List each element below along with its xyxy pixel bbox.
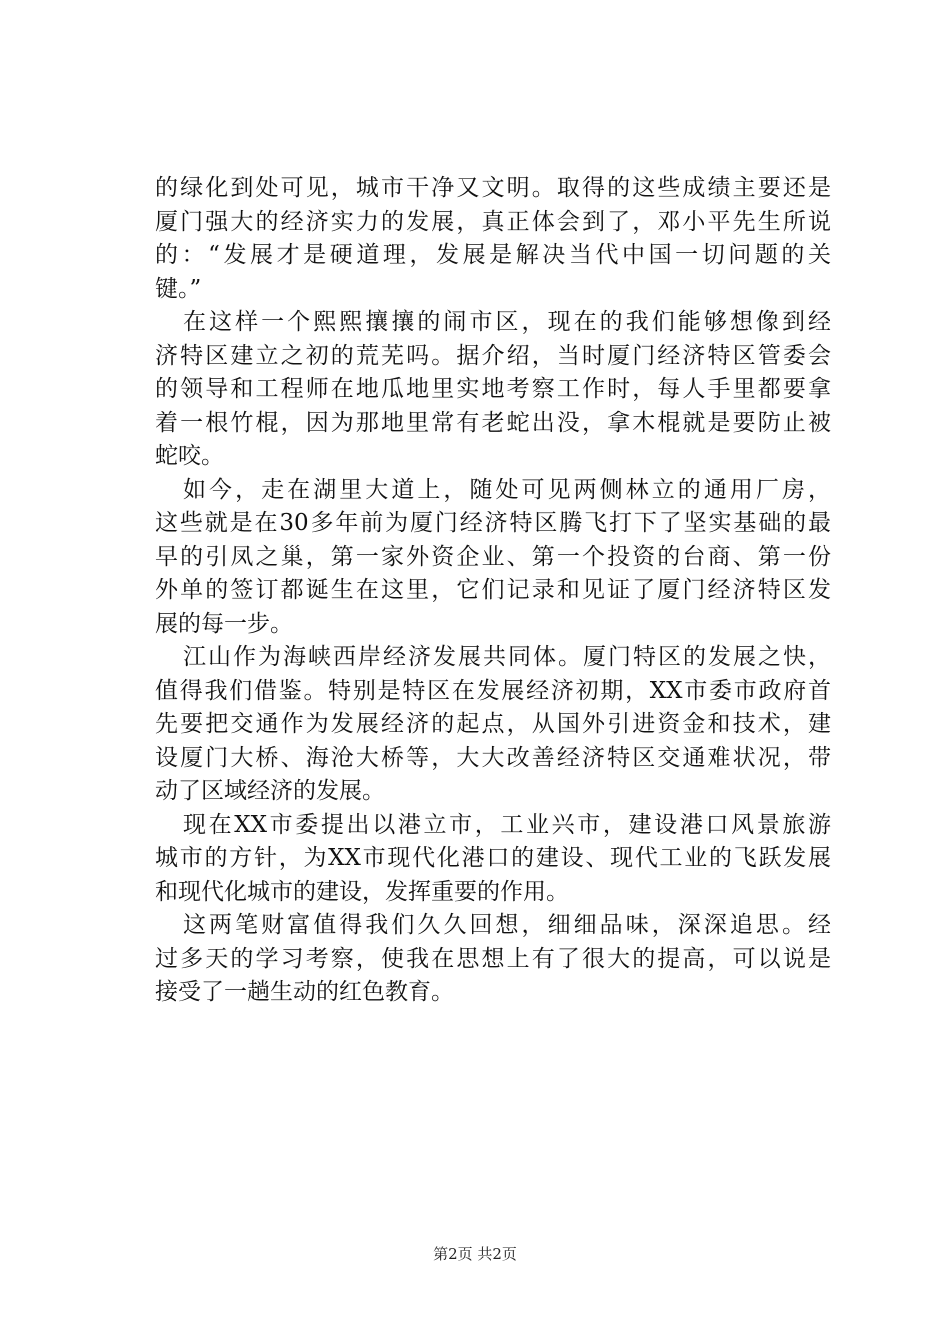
paragraph-first-line: 这两笔财富值得我们久久回想，细细品味，深深追思。经	[183, 912, 831, 938]
text-line: 这些就是在30多年前为厦门经济特区腾飞打下了坚实基础的最	[155, 510, 831, 536]
paragraph-first-line: 江山作为海峡西岸经济发展共同体。厦门特区的发展之快，	[183, 644, 831, 670]
paragraph-first-line: 在这样一个熙熙攘攘的闹市区，现在的我们能够想像到经	[183, 309, 831, 335]
page-footer: 第2页 共2页	[433, 1245, 517, 1263]
body-text	[155, 172, 831, 1010]
text-line: 蛇咬。	[155, 443, 224, 469]
text-line: 先要把交通作为发展经济的起点，从国外引进资金和技术，建	[155, 711, 831, 737]
paragraph-first-line: 如今，走在湖里大道上，随处可见两侧林立的通用厂房，	[183, 476, 831, 503]
text-line: 厦门强大的经济实力的发展，真正体会到了，邓小平先生所说	[155, 208, 831, 235]
text-line: 早的引凤之巢，第一家外资企业、第一个投资的台商、第一份	[155, 543, 831, 570]
text-line: 和现代化城市的建设，发挥重要的作用。	[155, 878, 569, 905]
text-line: 过多天的学习考察，使我在思想上有了很大的提高，可以说是	[155, 945, 831, 972]
text-line: 展的每一步。	[155, 610, 293, 637]
text-line: 外单的签订都诞生在这里，它们记录和见证了厦门经济特区发	[155, 577, 831, 603]
text-line: 接受了一趟生动的红色教育。	[155, 979, 454, 1005]
text-line: 键。”	[155, 275, 202, 302]
text-line: 值得我们借鉴。特别是特区在发展经济初期，XX市委市政府首	[155, 677, 831, 704]
text-line: 城市的方针，为XX市现代化港口的建设、现代工业的飞跃发展	[155, 845, 831, 871]
text-line: 的：“发展才是硬道理，发展是解决当代中国一切问题的关	[155, 242, 831, 268]
text-line: 的领导和工程师在地瓜地里实地考察工作时，每人手里都要拿	[155, 376, 831, 402]
text-line: 动了区域经济的发展。	[155, 778, 385, 804]
text-line: 济特区建立之初的荒芜吗。据介绍，当时厦门经济特区管委会	[155, 342, 831, 369]
paragraph-first-line: 现在XX市委提出以港立市，工业兴市，建设港口风景旅游	[183, 811, 831, 838]
text-line: 着一根竹棍，因为那地里常有老蛇出没，拿木棍就是要防止被	[155, 409, 831, 436]
text-line: 的绿化到处可见，城市干净又文明。取得的这些成绩主要还是	[155, 175, 831, 201]
text-line: 设厦门大桥、海沧大桥等，大大改善经济特区交通难状况，带	[155, 744, 831, 771]
